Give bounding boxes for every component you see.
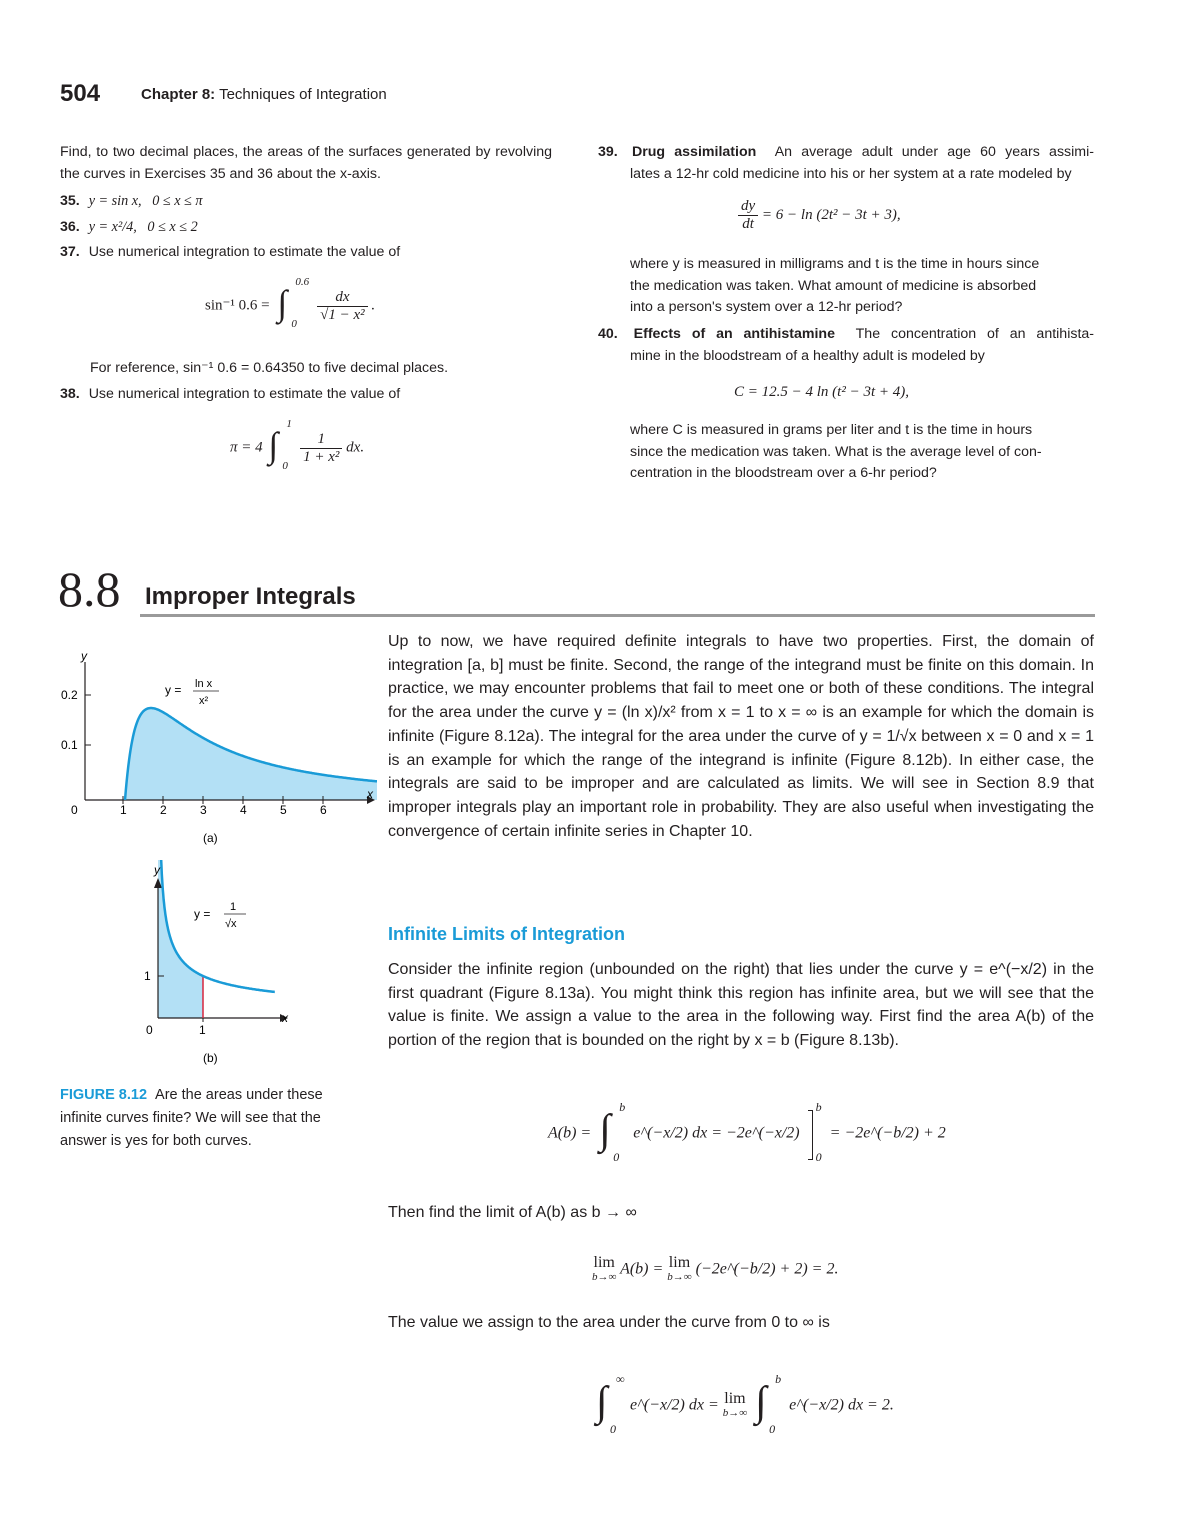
- ex39-numerator: dy: [738, 198, 758, 216]
- exercise-40-title: Effects of an antihistamine: [633, 326, 835, 342]
- exercise-37-reference: For reference, sin⁻¹ 0.6 = 0.64350 to five decimal places.: [90, 360, 449, 376]
- y-axis-label-b: y: [154, 863, 160, 877]
- exercise-39-number: 39.: [598, 144, 618, 160]
- ex38-lhs: π = 4: [230, 439, 263, 456]
- ex38-trail: dx.: [346, 439, 365, 456]
- page-number: 504: [60, 80, 101, 107]
- eq3-lower-left: 0: [610, 1422, 616, 1436]
- exercises-left: [60, 142, 552, 264]
- exercise-39-text2: lates a 12-hr cold medicine into his or her system at a rate modeled by: [630, 165, 1072, 182]
- chapter-label: Chapter 8:: [141, 86, 216, 103]
- eq1-eval-upper: b: [815, 1100, 822, 1114]
- eq2-lim-1-label: lim: [593, 1254, 615, 1271]
- y-tick-label-1-b: 1: [144, 969, 151, 983]
- intro-paragraph: Up to now, we have required definite integrals to have two properties. First, the domain of integration [a, b] must be finite. Second, the range of the integrand must be finite on this domain. In practice, we may encounter problems that fail to meet one or both of these conditions. The integral for the area under the curve y = (ln x)/x² from x = 1 to x = ∞ is an example for which the domain is infinite (Figure 8.12a). The integral for the area under the curve of y = 1/√x between x = 0 and x = 1 is an example for which the range of the integrand is infinite (Figure 8.12b). In either case, the integrals are said to be improper and are calculated as limits. We will see in Section 8.9 that improper integrals play an important role in probability. They are also useful when investigating the convergence of certain infinite series in Chapter 10.: [388, 633, 1094, 840]
- exercise-39-followup: [630, 254, 1094, 319]
- ex38-denominator: 1 + x²: [303, 448, 340, 465]
- ex39-derivative: [738, 198, 758, 233]
- ex38-lower-limit: 0: [282, 460, 288, 472]
- exercise-40-number: 40.: [598, 326, 618, 342]
- y-tick-label-0-2: 0.2: [61, 688, 78, 702]
- exercise-40-text1: The concentration of an antihista-: [855, 326, 1095, 342]
- eq3-lim-sub: b→∞: [722, 1407, 748, 1419]
- ex37-upper-limit: 0.6: [295, 276, 310, 288]
- exercise-40-followup: [630, 420, 1094, 485]
- exercise-35-number: 35.: [60, 193, 80, 209]
- x-tick-label-4: 4: [240, 803, 247, 817]
- exercise-37-equation: [205, 276, 376, 330]
- exercise-37-text: Use numerical integration to estimate the value of: [88, 244, 401, 260]
- ex37-denominator: √1 − x²: [320, 306, 365, 323]
- exercises-intro: Find, to two decimal places, the areas of the surfaces generated by revolving the curves in Exercises 35 and 36 about the x-axis.: [60, 144, 552, 182]
- exercise-39-title: Drug assimilation: [631, 144, 757, 160]
- exercise-40-text2: mine in the bloodstream of a healthy adult is modeled by: [630, 347, 985, 364]
- eq3-lim-label: lim: [724, 1390, 746, 1407]
- exercise-38: [60, 384, 400, 406]
- eq3-left: e^(−x/2) dx =: [630, 1396, 719, 1414]
- eq1-upper: b: [619, 1100, 626, 1114]
- eq2-lim-2: [667, 1256, 691, 1284]
- chapter-header: [141, 86, 387, 103]
- eq3-integral-right: [751, 1372, 785, 1436]
- ex39-denominator: dt: [742, 216, 754, 232]
- x-axis-label-a: x: [367, 787, 373, 801]
- integral-sign: ∫: [268, 425, 279, 465]
- ex37-lower-limit: 0: [291, 318, 297, 330]
- eq1-rhs: = −2e^(−b/2) + 2: [829, 1124, 946, 1142]
- ex39-followup-1: where y is measured in milligrams and t is the time in hours since: [630, 256, 1040, 272]
- area-fill-b: [158, 860, 203, 1018]
- section-rule: [140, 614, 1095, 617]
- y-axis-label-a: y: [81, 649, 87, 663]
- eq1-evaluation-bracket: [804, 1100, 826, 1164]
- eq3-upper-right: b: [775, 1372, 782, 1386]
- exercise-38-text: Use numerical integration to estimate the value of: [88, 386, 401, 402]
- equation-a-of-b: [548, 1100, 946, 1164]
- figure-a-label: (a): [203, 831, 218, 845]
- curve-label-a-den: x²: [199, 695, 209, 707]
- eq3-lower-right: 0: [769, 1422, 776, 1436]
- eq3-upper-left: ∞: [616, 1372, 625, 1386]
- x-tick-label-2: 2: [160, 803, 167, 817]
- curve-label-a: [165, 678, 219, 707]
- curve-label-b-num: 1: [230, 901, 237, 913]
- section-title: Improper Integrals: [145, 583, 356, 610]
- curve-label-a-num: ln x: [195, 678, 213, 690]
- curve-label-b-den: √x: [225, 918, 237, 930]
- exercise-39-line1: [598, 142, 1094, 164]
- ex38-numerator: 1: [300, 431, 342, 449]
- integral-sign: ∫: [755, 1379, 767, 1425]
- x-tick-label-0: 0: [71, 803, 78, 817]
- value-line: The value we assign to the area under the curve from 0 to ∞ is: [388, 1314, 830, 1331]
- then-line: Then find the limit of A(b) as b → ∞: [388, 1204, 637, 1221]
- integral-sign: ∫: [277, 283, 288, 323]
- integral-sign: ∫: [599, 1107, 611, 1153]
- chapter-title: Techniques of Integration: [219, 86, 387, 103]
- exercise-39: [598, 142, 1094, 185]
- ex37-fraction: [317, 289, 368, 324]
- figure-8-12a: [55, 640, 380, 850]
- ex38-fraction: [300, 431, 342, 466]
- integral-sign: ∫: [596, 1379, 608, 1425]
- exercise-40-line1: [598, 324, 1094, 346]
- exercise-38-equation: [230, 418, 365, 472]
- ex37-integral: [273, 276, 313, 330]
- subsection-paragraph: Consider the infinite region (unbounded on the right) that lies under the curve y = e^(−x/2) in the first quadrant (Figure 8.13a). You might think this region has infinite area, but we will see that the value is finite. We assign a value to the area in the following way. First find the area A(b) of the portion of the region that is bounded on the right by x = b (Figure 8.13b).: [388, 961, 1094, 1050]
- eq1-integrand: e^(−x/2) dx = −2e^(−x/2): [633, 1124, 800, 1142]
- x-axis-label-b: x: [282, 1011, 288, 1025]
- svg-text:y =: y =: [165, 683, 182, 697]
- x-tick-label-0-b: 0: [146, 1023, 153, 1037]
- figure-caption-label: FIGURE 8.12: [60, 1087, 148, 1103]
- eq2-lim-1: [592, 1256, 616, 1284]
- eq2-body-1: A(b) =: [620, 1260, 664, 1278]
- exercise-36-text: y = x²/4, 0 ≤ x ≤ 2: [88, 218, 198, 235]
- exercise-38-number: 38.: [60, 386, 80, 402]
- figure-caption-text: Are the areas under these infinite curves finite? We will see that the answer is yes for both curves.: [60, 1087, 323, 1149]
- figure-8-12b: [130, 860, 300, 1070]
- exercise-36-number: 36.: [60, 218, 80, 235]
- eq2-lim-2-label: lim: [668, 1254, 691, 1271]
- x-tick-label-3: 3: [200, 803, 207, 817]
- exercise-39-text1: An average adult under age 60 years assimi-: [774, 144, 1094, 160]
- exercise-35: [60, 191, 552, 213]
- figure-b-label: (b): [203, 1051, 218, 1065]
- eq3-integral-left: [592, 1372, 626, 1436]
- figure-caption: [60, 1084, 365, 1153]
- curve-label-b: [194, 901, 246, 930]
- exercise-36: [60, 217, 552, 239]
- eq3-lim: [723, 1392, 747, 1420]
- x-tick-label-6: 6: [320, 803, 327, 817]
- ex39-rhs: = 6 − ln (2t² − 3t + 3),: [761, 206, 901, 223]
- ex40-followup-2: since the medication was taken. What is the average level of con-: [630, 443, 1042, 460]
- eq2-body-2: (−2e^(−b/2) + 2) = 2.: [695, 1260, 839, 1278]
- eq1-integral: [595, 1100, 629, 1164]
- exercise-35-text: y = sin x, 0 ≤ x ≤ π: [88, 193, 203, 209]
- ex38-integral: [266, 418, 296, 472]
- ex37-numerator: dx: [317, 289, 368, 307]
- equation-limit: [592, 1256, 838, 1284]
- exercise-39-equation: [738, 198, 901, 233]
- ex37-trail: .: [371, 297, 376, 314]
- exercise-37-number: 37.: [60, 244, 80, 260]
- eq1-lower: 0: [613, 1150, 620, 1164]
- subsection-heading: Infinite Limits of Integration: [388, 924, 625, 944]
- ex40-followup-1: where C is measured in grams per liter and t is the time in hours: [630, 422, 1033, 438]
- ex39-followup-3: into a person's system over a 12-hr period?: [630, 299, 903, 315]
- section-number: 8.8: [58, 561, 121, 617]
- area-fill-a: [125, 708, 377, 800]
- eq2-lim-1-sub: b→∞: [592, 1271, 617, 1283]
- ex38-upper-limit: 1: [286, 418, 292, 430]
- eq3-right: e^(−x/2) dx = 2.: [789, 1396, 894, 1414]
- x-tick-label-1-b: 1: [199, 1023, 206, 1037]
- ex40-followup-3: centration in the bloodstream over a 6-hr period?: [630, 465, 937, 481]
- ex37-lhs: sin⁻¹ 0.6 =: [205, 297, 270, 314]
- eq1-eval-lower: 0: [815, 1150, 822, 1164]
- exercise-37: [60, 242, 552, 264]
- y-tick-label-0-1: 0.1: [61, 738, 78, 752]
- exercise-40-equation: C = 12.5 − 4 ln (t² − 3t + 4),: [734, 384, 909, 400]
- x-tick-label-1: 1: [120, 803, 127, 817]
- svg-text:y =: y =: [194, 907, 211, 921]
- eq2-lim-2-sub: b→∞: [667, 1271, 692, 1283]
- equation-improper: [592, 1372, 894, 1436]
- exercise-40: [598, 324, 1094, 367]
- x-tick-label-5: 5: [280, 803, 287, 817]
- ex39-followup-2: the medication was taken. What amount of medicine is absorbed: [630, 277, 1037, 294]
- eq1-lhs: A(b) =: [548, 1124, 592, 1142]
